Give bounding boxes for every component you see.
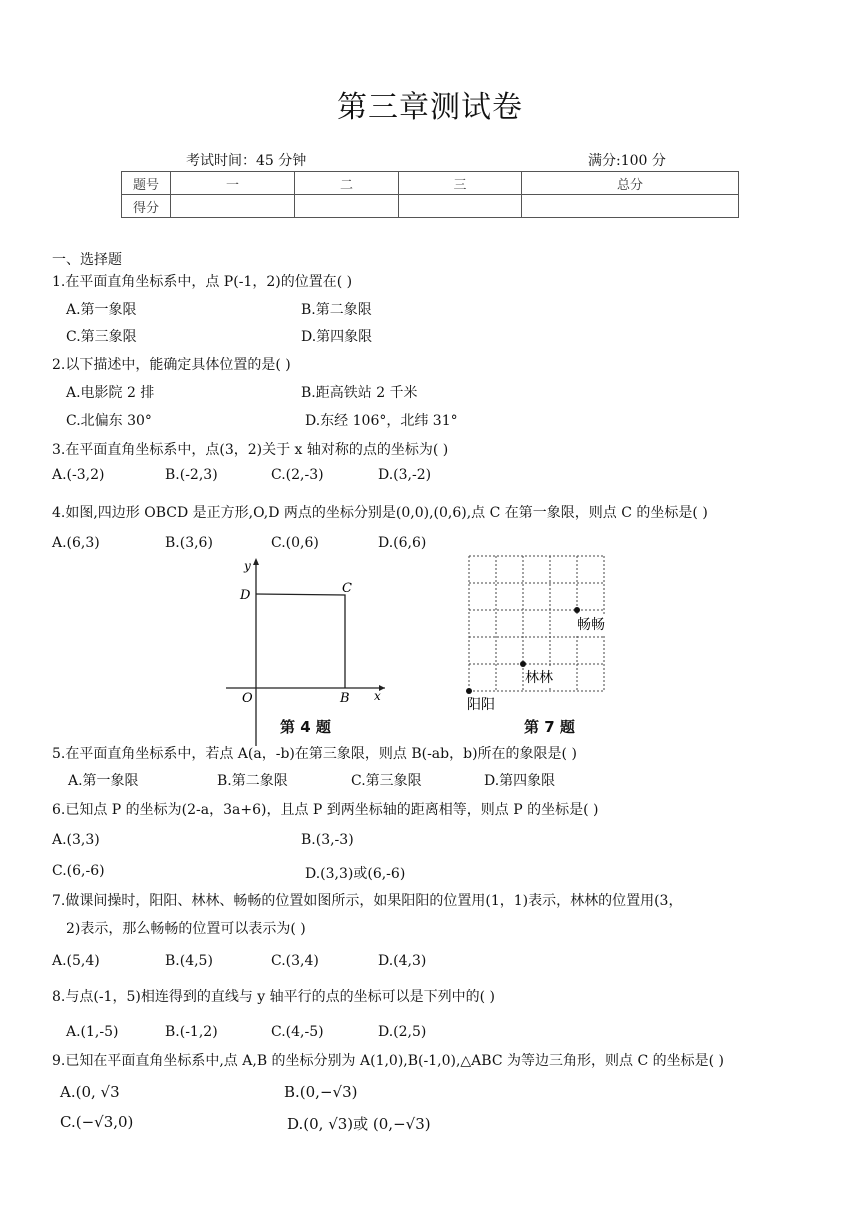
option: A.电影院 2 排	[66, 385, 155, 401]
option: D.(3,3)或(6,-6)	[305, 866, 406, 882]
question-stem: 5.在平面直角坐标系中，若点 A(a，-b)在第三象限，则点 B(-ab，b)所在的象限是( )	[52, 746, 577, 762]
option: B.(-1,2)	[165, 1024, 218, 1040]
option: B.(-2,3)	[165, 467, 218, 483]
exam-time: 考试时间：45 分钟	[186, 153, 307, 169]
point-linlin	[520, 661, 526, 667]
score-table	[121, 171, 739, 218]
point-label-o: O	[242, 691, 253, 706]
option: D.第四象限	[301, 329, 373, 345]
label-linlin: 林林	[525, 670, 553, 686]
score-input-cell[interactable]	[295, 195, 399, 218]
option: B.第二象限	[301, 302, 372, 318]
score-table-cell: 三	[399, 172, 522, 195]
question-stem: 1.在平面直角坐标系中，点 P(-1，2)的位置在( )	[52, 274, 353, 290]
question-stem: 9.已知在平面直角坐标系中,点 A,B 的坐标分别为 A(1,0),B(-1,0),△ABC 为等边三角形，则点 C 的坐标是( )	[52, 1053, 724, 1069]
full-score: 满分:100 分	[588, 153, 666, 169]
option: D.东经 106°，北纬 31°	[305, 413, 458, 429]
page-title: 第三章测试卷	[337, 90, 523, 125]
y-label: y	[244, 559, 251, 573]
score-table-cell: 得分	[122, 195, 171, 218]
option: A.(6,3)	[52, 535, 100, 551]
option: A.第一象限	[66, 302, 137, 318]
option: D.(3,-2)	[378, 467, 432, 483]
option: C.第三象限	[66, 329, 137, 345]
point-label-d: D	[240, 588, 251, 603]
option: B.(4,5)	[165, 953, 213, 969]
score-table-cell: 一	[171, 172, 295, 195]
option: C.(−√3,0)	[60, 1113, 134, 1131]
figure-4-caption: 第 4 题	[280, 718, 331, 736]
option: B.(0,−√3)	[284, 1083, 358, 1101]
option: A.(5,4)	[52, 953, 100, 969]
option: C.第三象限	[351, 773, 422, 789]
option: D.(0, √3)或 (0,−√3)	[287, 1115, 431, 1133]
question-stem: 4.如图,四边形 OBCD 是正方形,O,D 两点的坐标分别是(0,0),(0,6),点 C 在第一象限，则点 C 的坐标是( )	[52, 505, 708, 521]
point-changchang	[574, 607, 580, 613]
question-stem: 7.做课间操时，阳阳、林林、畅畅的位置如图所示，如果阳阳的位置用(1，1)表示，林林的位置用(3，	[52, 893, 683, 909]
score-input-cell[interactable]	[171, 195, 295, 218]
score-table-cell: 二	[295, 172, 399, 195]
score-table-cell: 总分	[522, 172, 739, 195]
figure-7-caption: 第 7 题	[524, 718, 575, 736]
option: D.第四象限	[484, 773, 556, 789]
option: C.(0,6)	[271, 535, 319, 551]
question-stem: 8.与点(-1，5)相连得到的直线与 y 轴平行的点的坐标可以是下列中的( )	[52, 989, 496, 1005]
option: A.(0, √3	[60, 1083, 120, 1101]
option: B.(3,-3)	[301, 832, 354, 848]
label-yangyang: 阳阳	[467, 697, 495, 712]
score-table-score-row	[122, 195, 739, 218]
figure-7	[460, 552, 640, 712]
option: C.(2,-3)	[271, 467, 324, 483]
option: C.(6,-6)	[52, 863, 105, 879]
score-input-cell[interactable]	[399, 195, 522, 218]
option: D.(4,3)	[378, 953, 427, 969]
option: A.第一象限	[68, 773, 139, 789]
square-outline	[256, 594, 345, 688]
point-yangyang	[466, 688, 472, 694]
section-heading: 一、选择题	[52, 252, 122, 268]
option: D.(2,5)	[378, 1024, 427, 1040]
question-stem: 3.在平面直角坐标系中，点(3，2)关于 x 轴对称的点的坐标为( )	[52, 442, 449, 458]
option: C.(4,-5)	[271, 1024, 324, 1040]
score-input-cell[interactable]	[522, 195, 739, 218]
option: C.(3,4)	[271, 953, 319, 969]
point-label-c: C	[342, 581, 352, 596]
option: B.第二象限	[217, 773, 288, 789]
question-stem: 6.已知点 P 的坐标为(2-a，3a+6)，且点 P 到两坐标轴的距离相等，则点 P 的坐标是( )	[52, 802, 599, 818]
point-label-b: B	[340, 691, 350, 706]
option: B.距高铁站 2 千米	[301, 385, 418, 401]
x-label: x	[374, 689, 381, 703]
option: D.(6,6)	[378, 535, 427, 551]
option: C.北偏东 30°	[66, 413, 152, 429]
option: A.(-3,2)	[52, 467, 105, 483]
y-axis-arrow-icon	[253, 558, 259, 565]
option: A.(1,-5)	[66, 1024, 119, 1040]
option: A.(3,3)	[52, 832, 100, 848]
option: B.(3,6)	[165, 535, 213, 551]
question-stem: 2.以下描述中，能确定具体位置的是( )	[52, 357, 291, 373]
score-table-cell: 题号	[122, 172, 171, 195]
question-stem-cont: 2)表示，那么畅畅的位置可以表示为( )	[66, 921, 306, 937]
score-table-header-row	[122, 172, 739, 195]
label-changchang: 畅畅	[577, 617, 605, 633]
